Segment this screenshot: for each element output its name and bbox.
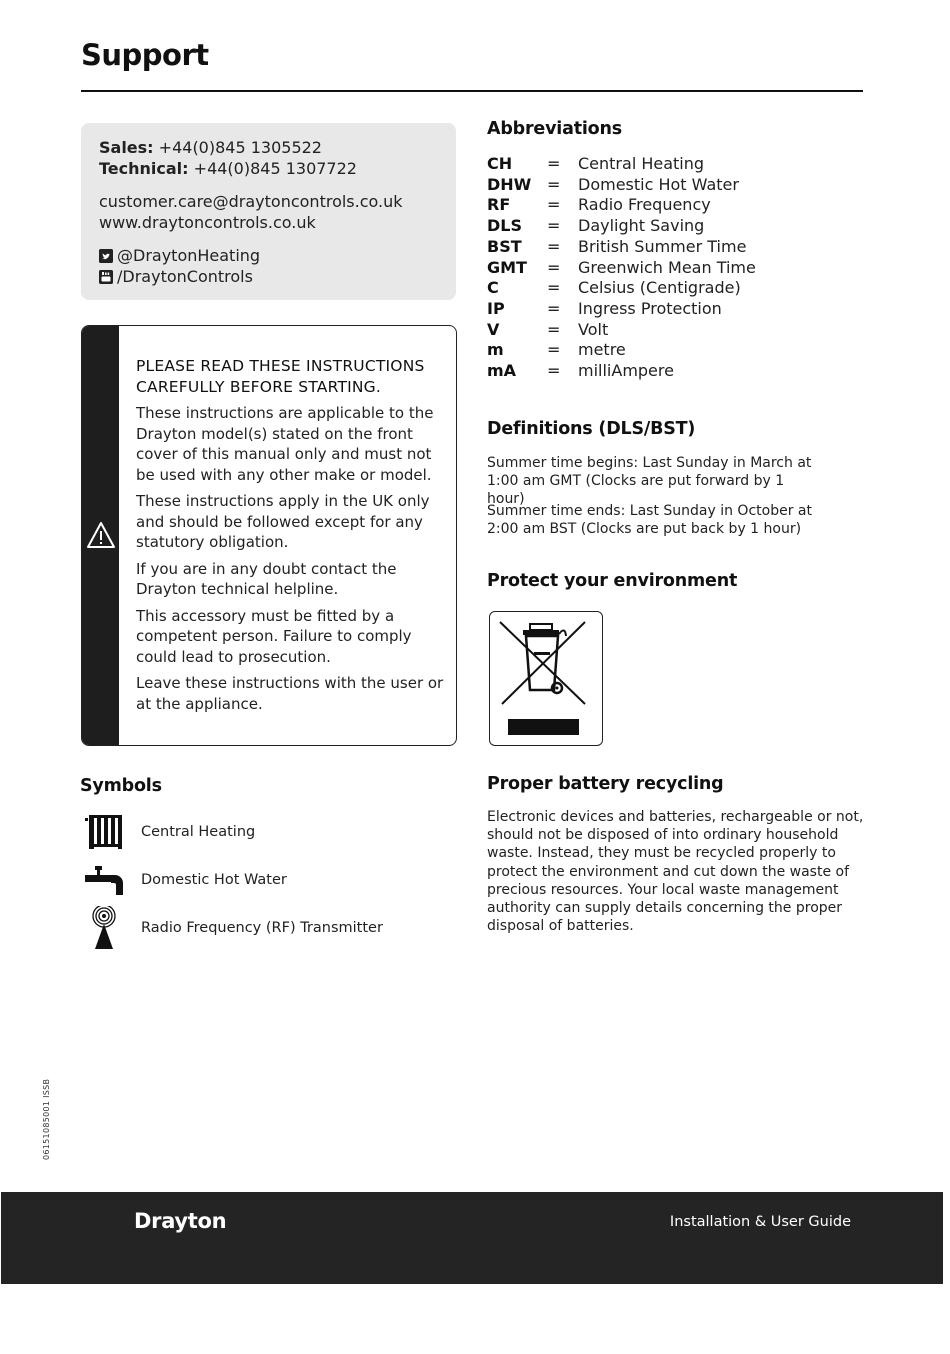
guide-title: Installation & User Guide [669,1214,851,1230]
abbreviation-value: Greenwich Mean Time [578,257,756,277]
abbreviation-key: RF [487,195,511,215]
twitter-handle[interactable]: @DraytonHeating [117,246,261,265]
equals-sign: = [547,174,561,194]
sales-number: +44(0)845 1305522 [158,138,322,157]
symbol-label: Central Heating [141,824,256,840]
abbreviation-value: British Summer Time [578,236,747,256]
warning-paragraph: Leave these instructions with the user or at the appliance. [136,674,444,713]
abbreviation-value: Volt [578,319,609,339]
abbreviation-key: BST [487,236,522,256]
document-code: 06151085001 ISSB [42,1078,51,1160]
abbreviations-heading: Abbreviations [487,119,622,139]
equals-sign: = [547,319,561,339]
abbreviation-key: DLS [487,216,522,236]
rf-transmitter-icon [84,906,124,950]
environment-heading: Protect your environment [487,571,738,591]
equals-sign: = [547,216,561,236]
abbreviations-list [487,154,756,382]
warning-heading-line1: PLEASE READ THESE INSTRUCTIONS [136,357,425,375]
warning-paragraph: This accessory must be fitted by a competent person. Failure to comply could lead to prosecution. [136,606,412,666]
symbol-row-rf-transmitter [84,906,383,950]
youtube-channel[interactable]: /DraytonControls [117,267,253,286]
abbreviation-key: m [487,340,504,360]
abbreviation-key: GMT [487,257,527,277]
abbreviation-key: V [487,319,500,339]
sales-label: Sales: [99,138,154,157]
battery-text: Electronic devices and batteries, rechargeable or not, should not be disposed of into ordinary household waste. Instead, they must be recycled properly to protect the environment and cut down the waste of precious resources. Your local waste management authority can supply details concerning the proper disposal of batteries. [487,809,864,935]
abbreviation-row [487,154,756,175]
website-link[interactable]: www.draytoncontrols.co.uk [99,213,316,232]
symbol-row-hot-water [84,860,287,900]
summer-time-ends: Summer time ends: Last Sunday in October at 2:00 am BST (Clocks are put back by 1 hour) [487,503,812,537]
title-divider [81,90,863,92]
email-link[interactable]: customer.care@draytoncontrols.co.uk [99,192,403,211]
abbreviation-key: C [487,278,499,298]
page-title: Support [81,38,209,72]
crossed-bin-icon [490,612,601,744]
equals-sign: = [547,257,561,277]
abbreviation-row [487,237,756,258]
warning-sidebar [82,326,119,745]
abbreviation-row [487,175,756,196]
abbreviation-row [487,320,756,341]
equals-sign: = [547,361,561,381]
abbreviation-row [487,361,756,382]
symbol-row-central-heating [84,812,256,852]
abbreviation-value: metre [578,340,626,360]
abbreviation-key: mA [487,361,517,381]
technical-label: Technical: [99,159,189,178]
twitter-icon [99,249,113,263]
abbreviation-row [487,299,756,320]
equals-sign: = [547,195,561,215]
warning-triangle-icon [86,521,116,549]
equals-sign: = [547,236,561,256]
abbreviation-row [487,216,756,237]
abbreviation-key: IP [487,298,505,318]
abbreviation-value: Radio Frequency [578,195,711,215]
symbol-label: Radio Frequency (RF) Transmitter [141,920,383,936]
warning-paragraph: If you are in any doubt contact the Drayton technical helpline. [136,559,397,598]
equals-sign: = [547,154,561,173]
abbreviation-value: Daylight Saving [578,216,705,236]
warning-paragraph: These instructions are applicable to the Drayton model(s) stated on the front cover of this manual only and must not be used with any other make or model. [136,404,434,484]
abbreviation-value: milliAmpere [578,361,674,381]
equals-sign: = [547,278,561,298]
youtube-icon [99,270,113,284]
footer [1,1192,943,1284]
abbreviation-row [487,195,756,216]
definitions-heading: Definitions (DLS/BST) [487,419,696,439]
abbreviation-value: Ingress Protection [578,298,722,318]
abbreviation-row [487,278,756,299]
abbreviation-value: Celsius (Centigrade) [578,278,741,298]
warning-box [81,325,457,746]
technical-number: +44(0)845 1307722 [193,159,357,178]
warning-heading-line2: CAREFULLY BEFORE STARTING. [136,377,382,396]
weee-symbol [489,611,603,746]
abbreviation-key: CH [487,154,513,173]
drayton-logo: Drayton [134,1209,227,1233]
symbols-heading: Symbols [80,776,162,796]
abbreviation-key: DHW [487,174,532,194]
tap-icon [84,860,124,900]
abbreviation-row [487,340,756,361]
abbreviation-value: Central Heating [578,154,705,173]
equals-sign: = [547,340,561,360]
contact-box [81,123,456,300]
battery-heading: Proper battery recycling [487,774,724,794]
equals-sign: = [547,298,561,318]
radiator-icon [84,812,124,852]
warning-paragraph: These instructions apply in the UK only and should be followed except for any statutory obligation. [136,492,430,551]
abbreviation-value: Domestic Hot Water [578,174,739,194]
abbreviation-row [487,258,756,279]
symbol-label: Domestic Hot Water [141,872,287,888]
summer-time-begins: Summer time begins: Last Sunday in March at 1:00 am GMT (Clocks are put forward by 1 hour) [487,455,812,507]
